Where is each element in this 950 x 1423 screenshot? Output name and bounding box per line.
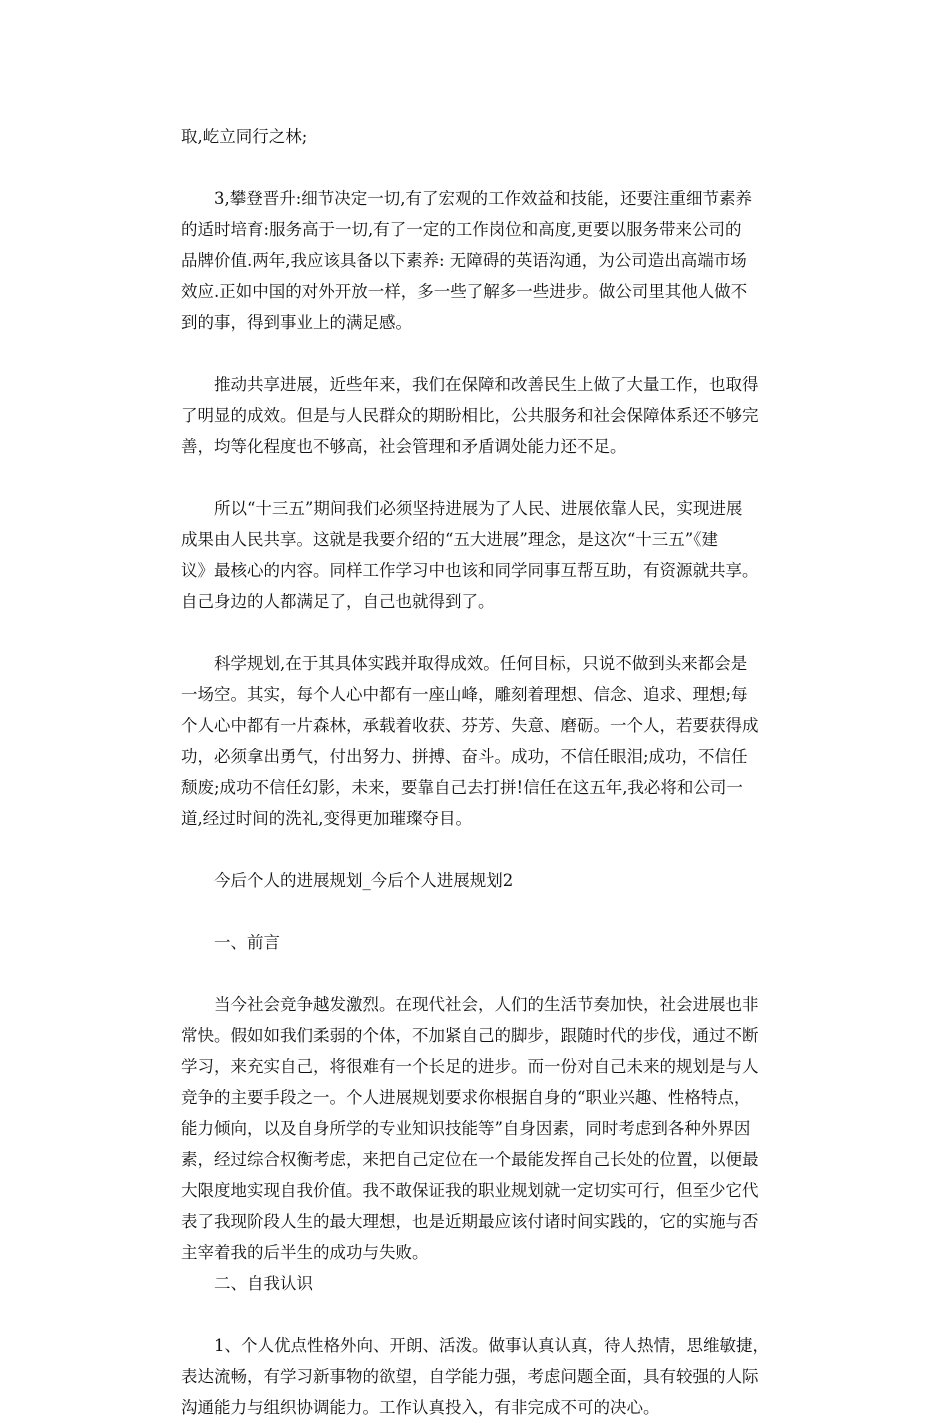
text-line: 1、个人优点性格外向、开朗、活泼。做事认真认真，待人热情，思维敏捷， (181, 1336, 769, 1355)
text-line: 颓废;成功不信任幻影，未来，要靠自己去打拼!信任在这五年,我必将和公司一 (181, 778, 743, 797)
text-line: 了明显的成效。但是与人民群众的期盼相比，公共服务和社会保障体系还不够完 (181, 406, 759, 425)
paragraph-scientific-planning (181, 648, 776, 834)
section-title (181, 865, 776, 896)
text-line: 成果由人民共享。这就是我要介绍的“五大进展”理念，是这次“十三五”《建 (181, 530, 718, 549)
text-line: 品牌价值.两年,我应该具备以下素养: 无障碍的英语沟通，为公司造出高端市场 (181, 251, 747, 270)
text-line: 到的事，得到事业上的满足感。 (181, 313, 412, 332)
text-line: 议》最核心的内容。同样工作学习中也该和同学同事互帮互助，有资源就共享。 (181, 561, 759, 580)
text-line: 一场空。其实，每个人心中都有一座山峰，雕刻着理想、信念、追求、理想;每 (181, 685, 748, 704)
text-line: 效应.正如中国的对外开放一样，多一些了解多一些进步。做公司里其他人做不 (181, 282, 748, 301)
text-line: 个人心中都有一片森林，承载着收获、芬芳、失意、磨砺。一个人，若要获得成 (181, 716, 759, 735)
text-line: 取,屹立同行之林; (181, 127, 308, 146)
text-line: 大限度地实现自我价值。我不敢保证我的职业规划就一定切实可行，但至少它代 (181, 1181, 759, 1200)
text-line: 常快。假如如我们柔弱的个体，不加紧自己的脚步，跟随时代的步伐，通过不断 (181, 1026, 759, 1045)
text-line: 道,经过时间的洗礼,变得更加璀璨夺目。 (181, 809, 472, 828)
text-line: 素，经过综合权衡考虑，来把自己定位在一个最能发挥自己长处的位置，以便最 (181, 1150, 759, 1169)
text-line: 沟通能力与组织协调能力。工作认真投入，有非完成不可的决心。 (181, 1398, 660, 1417)
paragraph-thirteenth-five (181, 493, 776, 617)
heading-preface (181, 927, 776, 958)
heading-self-knowledge (181, 1268, 776, 1299)
text-line: 二、自我认识 (181, 1274, 313, 1293)
paragraph-shared-development (181, 369, 776, 462)
text-line: 推动共享进展，近些年来，我们在保障和改善民生上做了大量工作，也取得 (181, 375, 759, 394)
text-line: 功，必须拿出勇气，付出努力、拼搏、奋斗。成功，不信任眼泪;成功，不信任 (181, 747, 748, 766)
text-line: 自己身边的人都满足了，自己也就得到了。 (181, 592, 495, 611)
text-line: 表达流畅，有学习新事物的欲望，自学能力强，考虑问题全面，具有较强的人际 (181, 1367, 759, 1386)
text-line: 今后个人的进展规划_今后个人进展规划2 (181, 871, 514, 890)
text-line: 主宰着我的后半生的成功与失败。 (181, 1243, 429, 1262)
paragraph-preface (181, 989, 776, 1268)
text-line: 能力倾向，以及自身所学的专业知识技能等”自身因素，同时考虑到各种外界因 (181, 1119, 751, 1138)
paragraph-climb-promotion (181, 183, 776, 338)
text-line: 一、前言 (181, 933, 280, 952)
text-line: 的适时培育:服务高于一切,有了一定的工作岗位和高度,更要以服务带来公司的 (181, 220, 742, 239)
text-line: 善，均等化程度也不够高，社会管理和矛盾调处能力还不足。 (181, 437, 627, 456)
text-line: 表了我现阶段人生的最大理想，也是近期最应该付诸时间实践的，它的实施与否 (181, 1212, 759, 1231)
paragraph-continuation (181, 121, 776, 152)
text-line: 所以“十三五”期间我们必须坚持进展为了人民、进展依靠人民，实现进展 (181, 499, 743, 518)
text-line: 科学规划,在于其具体实践并取得成效。任何目标，只说不做到头来都会是 (181, 654, 748, 673)
text-line: 学习，来充实自己，将很难有一个长足的进步。而一份对自己未来的规划是与人 (181, 1057, 759, 1076)
text-line: 3,攀登晋升:细节决定一切,有了宏观的工作效益和技能，还要注重细节素养 (181, 189, 753, 208)
text-line: 竞争的主要手段之一。个人进展规划要求你根据自身的“职业兴趣、性格特点， (181, 1088, 751, 1107)
text-line: 当今社会竞争越发激烈。在现代社会，人们的生活节奏加快，社会进展也非 (181, 995, 759, 1014)
